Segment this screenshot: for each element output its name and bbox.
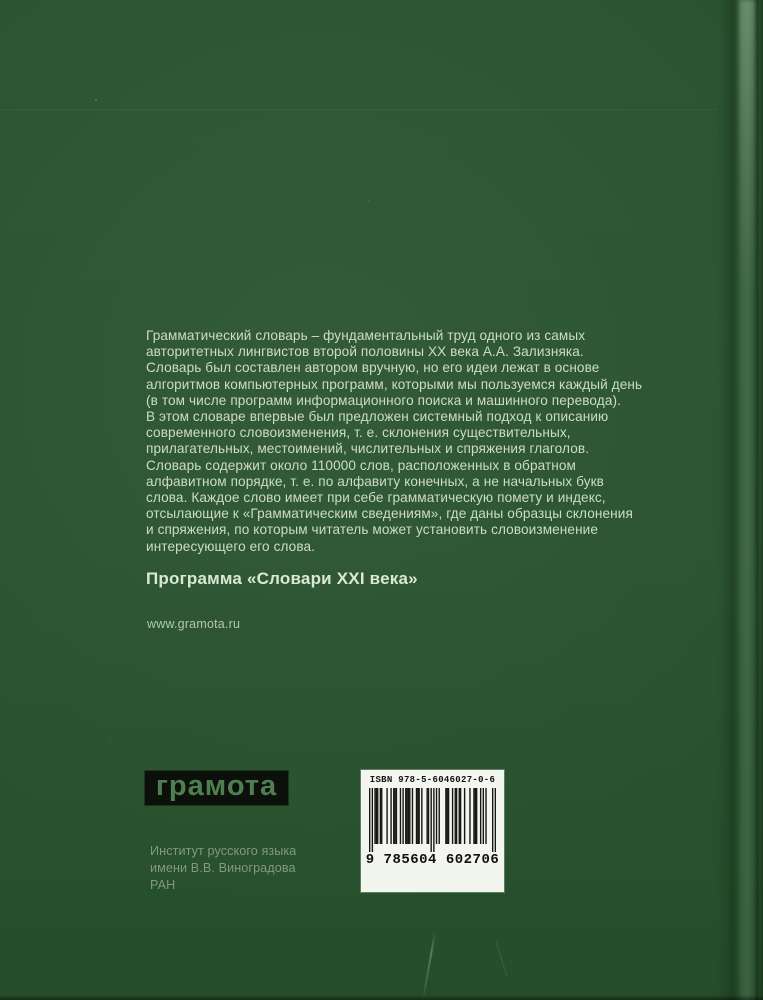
website-url: www.gramota.ru	[147, 617, 241, 631]
text-line: современного словоизменения, т. е. склонения существительных,	[146, 425, 571, 441]
text-line: РАН	[150, 878, 176, 892]
text-line: Институт русского языка	[150, 844, 297, 858]
cover-bottom-edge	[0, 995, 763, 1000]
description-paragraph	[146, 328, 642, 555]
text-line: имени В.В. Виноградова	[150, 861, 296, 875]
text-line: В этом словаре впервые был предложен системный подход к описанию	[146, 409, 609, 425]
barcode-bars-icon	[369, 788, 496, 852]
barcode-svg	[369, 788, 496, 852]
text-line: (в том числе программ информационного поиска и машинного перевода).	[146, 392, 621, 408]
institute-name	[150, 843, 296, 894]
isbn-number-label: ISBN 978-5-6046027-0-6	[369, 775, 496, 785]
scratch-mark	[422, 931, 436, 1000]
text-line: Грамматический словарь – фундаментальный труд одного из самых	[146, 328, 586, 343]
spine-glare-highlight	[739, 0, 755, 300]
text-line: слова. Каждое слово имеет при себе грамматическую помету и индекс,	[146, 490, 606, 506]
text-line: Словарь содержит около 110000 слов, расположенных в обратном	[146, 457, 577, 473]
text-line: алгоритмов компьютерных программ, которыми мы пользуемся каждый день	[146, 376, 643, 392]
text-line: отсылающие к «Грамматическим сведениям», где даны образцы склонения	[146, 506, 633, 522]
dust-speck	[110, 740, 111, 742]
isbn-barcode-plate	[361, 770, 504, 892]
text-line: прилагательных, местоимений, числительных и спряжения глаголов.	[146, 441, 590, 457]
text-line: авторитетных лингвистов второй половины XX века А.А. Зализняка.	[146, 344, 584, 360]
dust-speck	[95, 99, 97, 101]
scratch-mark-small	[495, 942, 507, 977]
barcode-digits: 9 785604 602706	[365, 852, 500, 868]
gramota-logo-text: грамота	[155, 770, 278, 802]
text-line: интересующего его слова.	[146, 538, 316, 554]
program-heading: Программа «Словари XXI века»	[146, 569, 418, 588]
gramota-logo-plate	[145, 771, 288, 805]
horizontal-press-line	[0, 109, 717, 110]
dust-speck	[368, 200, 369, 201]
text-line: алфавитном порядке, т. е. по алфавиту конечных, а не начальных букв	[146, 473, 604, 489]
text-line: и спряжения, по которым читатель может установить словоизменение	[146, 522, 599, 538]
text-line: Словарь был составлен автором вручную, но его идеи лежат в основе	[146, 360, 600, 376]
spine-fold-shadow	[717, 0, 763, 1000]
